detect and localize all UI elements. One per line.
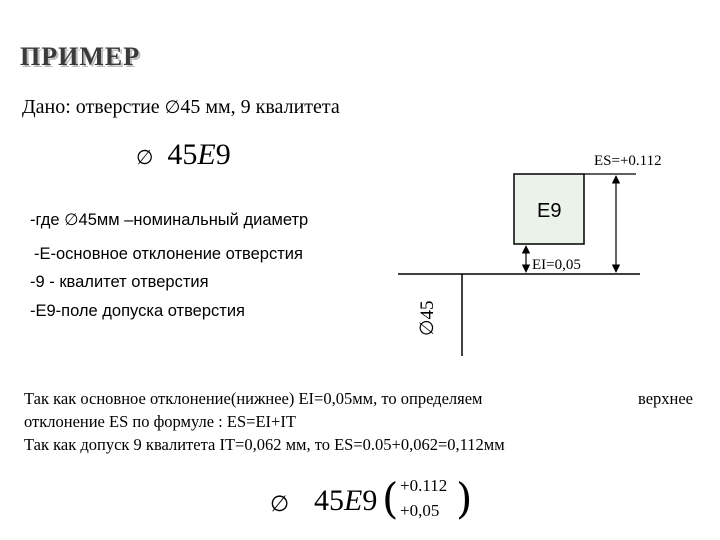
designation-field: E	[197, 138, 216, 171]
axis-diameter-label: ∅45	[417, 300, 438, 336]
definition-item: -E-основное отклонение отверстия	[34, 245, 303, 263]
explanation-line: отклонение ES по формуле : ES=EI+IT	[24, 412, 296, 431]
designation-grade: 9	[215, 138, 231, 171]
definition-item: -где ∅45мм –номинальный диаметр	[30, 211, 309, 229]
result-designation	[270, 476, 480, 536]
upper-deviation: +0.112	[400, 476, 448, 495]
explanation-line-end: верхнее	[638, 389, 693, 408]
zone-label: E9	[537, 200, 562, 222]
diameter-icon: ∅	[136, 146, 154, 169]
diameter-icon: ∅	[164, 97, 181, 118]
result-base	[314, 484, 377, 518]
page-title: ПРИМЕР	[20, 42, 141, 71]
result-field: E	[344, 484, 363, 517]
result-grade: 9	[362, 484, 378, 517]
lower-deviation: +0,05	[400, 501, 440, 520]
ei-label: EI=0,05	[532, 257, 581, 273]
given-prefix: Дано: отверстие	[22, 96, 165, 118]
definition-item: -9 - квалитет отверстия	[30, 273, 209, 291]
explanation-line: Так как допуск 9 квалитета IT=0,062 мм, то ES=0.05+0,062=0,112мм	[24, 435, 505, 454]
designation-nominal: 45	[167, 138, 198, 171]
result-nominal: 45	[314, 484, 344, 517]
given-suffix: 45 мм, 9 квалитета	[180, 96, 340, 118]
diameter-icon: ∅	[270, 492, 290, 517]
open-paren: (	[382, 474, 399, 523]
es-label: ES=+0.112	[594, 153, 662, 169]
close-paren: )	[456, 474, 473, 523]
definition-item: -E9-поле допуска отверстия	[30, 302, 245, 320]
explanation-line: Так как основное отклонение(нижнее) EI=0,05мм, то определяем	[24, 389, 483, 408]
